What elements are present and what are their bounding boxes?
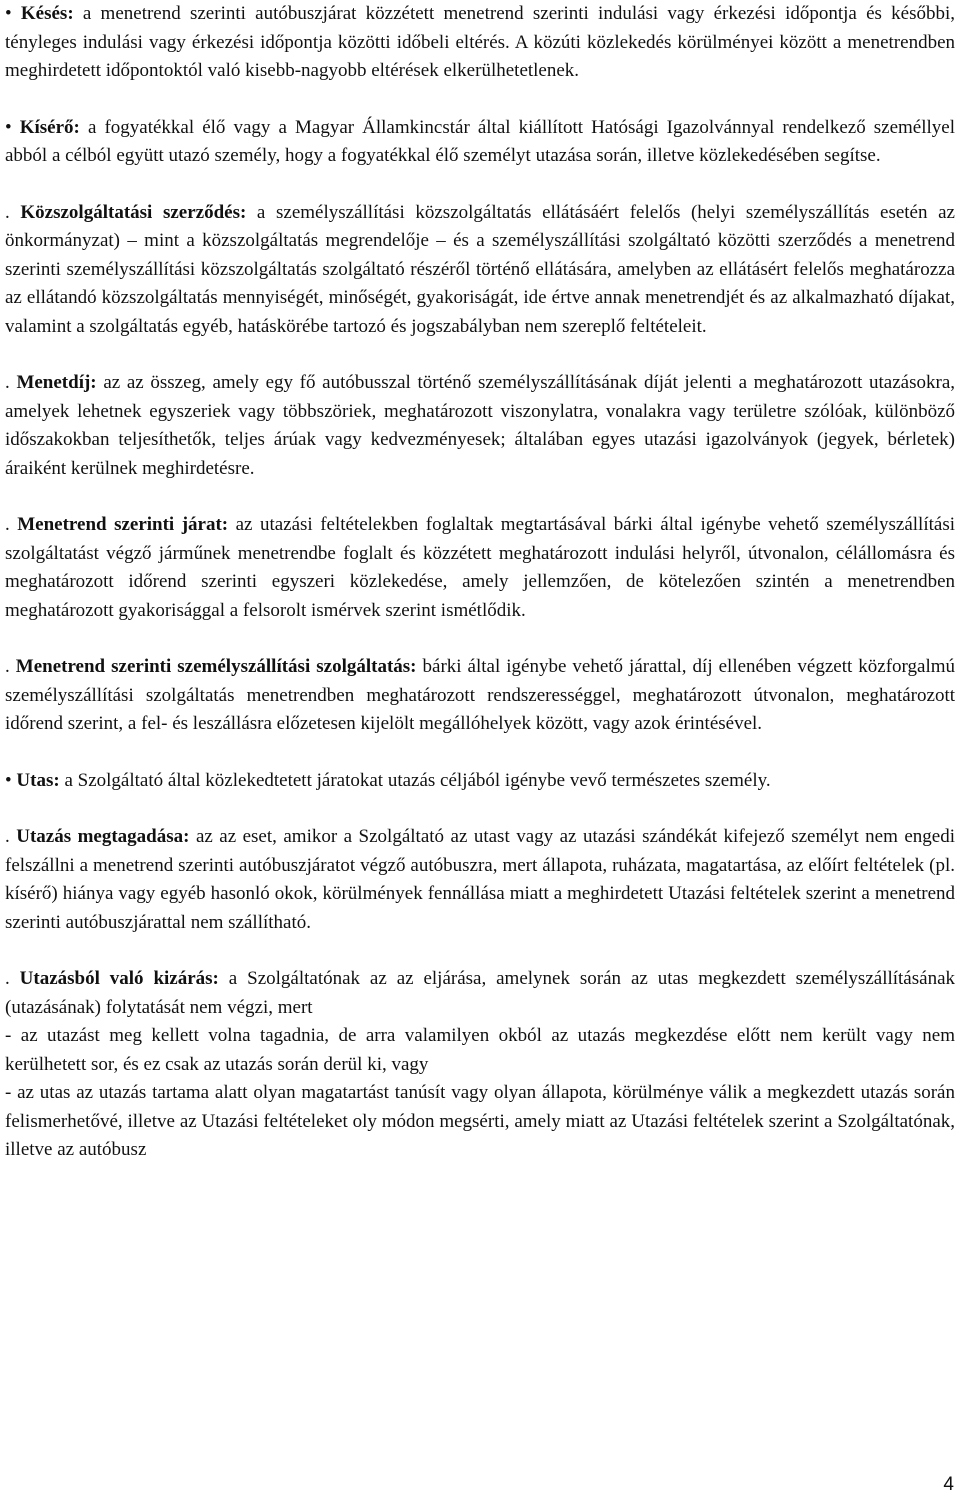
list-item: - az utas az utazás tartama alatt olyan magatartást tanúsít vagy olyan állapota, körülménye válik a megkezdett utazás során felismerhetővé, illetve az Utazási feltételeket oly módon megsérti, amely miatt az Utazási feltételek szerint a Szolgáltatónak, illetve az autóbusz	[5, 1082, 955, 1160]
term: Késés:	[20, 3, 74, 24]
document-page	[5, 0, 955, 1165]
bullet: .	[5, 201, 21, 223]
bullet: •	[5, 3, 21, 24]
term: Kísérő:	[19, 116, 80, 138]
definition-menetrend-szerinti-jarat	[5, 511, 955, 625]
term: Utazásból való kizárás:	[19, 968, 219, 989]
term: Menetrend szerinti járat:	[17, 514, 229, 535]
term: Közszolgáltatási szerződés:	[20, 201, 247, 223]
definition-utas	[5, 767, 955, 796]
page-number: 4	[943, 1474, 954, 1495]
definition-utazas-megtagadasa	[5, 823, 955, 937]
definition-text: a Szolgáltató által közlekedtetett járatokat utazás céljából igénybe vevő természetes személy.	[59, 769, 771, 791]
bullet: .	[5, 514, 18, 535]
term: Menetdíj:	[16, 372, 97, 393]
bullet: •	[5, 769, 17, 791]
definition-text: az az eset, amikor a Szolgáltató az utast vagy az utazási szándékát kifejező személyt nem engedi felszállni a menetrend szerinti autóbuszjáratot végző autóbuszra, mert állapota, ruházata, magatartása, az előírt feltételek (pl. kísérő) hiánya vagy egyéb hasonló okok, körülmények fennállása miatt a meghirdetett Utazási feltételek szerint a menetrend szerinti autóbuszjárattal nem szállítható.	[5, 826, 956, 933]
definition-text: a személyszállítási közszolgáltatás ellátásáért felelős (helyi személyszállítás esetén az önkormányzat) – mint a közszolgáltatás megrendelője – és a személyszállítási szolgáltató közötti szerződés a menetrend szerinti személyszállítási közszolgáltatás szolgáltató részéről történő ellátására, amelyben az ellátásért felelős meghatározza az ellátandó közszolgáltatás mennyiségét, minőségét, gyakoriságát, ide értve annak menetrendjét és az alkalmazható díjakat, valamint a szolgáltatás egyéb, hatáskörébe tartozó és jogszabályban nem szereplő feltételeit.	[5, 201, 955, 337]
definition-text: az utazási feltételekben foglaltak megtartásával bárki által igénybe vehető személyszállítási szolgáltatást végző járműnek menetrendbe foglalt és közzétett meghatározott indulási helyről, útvonalon, célállomásra és meghatározott időrend szerinti egyszeri közlekedése, amely jellemzően, de kötelezően szintén a menetrendben meghatározott gyakorisággal a felsorolt ismérvek szerint ismétlődik.	[5, 514, 955, 621]
definition-utazasbol-valo-kizaras	[5, 965, 955, 1022]
definition-kesés	[5, 0, 955, 86]
term: Menetrend szerinti személyszállítási szolgáltatás:	[15, 656, 417, 677]
term: Utas:	[16, 769, 60, 791]
definition-text: az az összeg, amely egy fő autóbusszal történő személyszállításának díját jelenti a meghatározott utazásokra, amelyek lehetnek egyszeriek vagy többszöriek, meghatározott viszonylatra, vonalakra vagy területre szólóak, különböző időszakokban teljesíthetők, teljes árúak vagy kedvezményesek; általában egyes utazási igazolványok (jegyek, bérletek) áraiként kerülnek meghirdetésre.	[5, 372, 956, 479]
term: Utazás megtagadása:	[16, 826, 190, 847]
bullet: .	[5, 826, 17, 847]
bullet: .	[5, 656, 16, 677]
list-item: - az utazást meg kellett volna tagadnia, de arra valamilyen okból az utazás megkezdése előtt nem került vagy nem kerülhetett sor, és ez csak az utazás során derül ki, vagy	[5, 1025, 955, 1075]
definition-kozszolgaltatasi-szerzodes	[5, 199, 955, 342]
definition-text: a menetrend szerinti autóbuszjárat közzétett menetrend szerinti indulási vagy érkezési időpontja és későbbi, tényleges indulási vagy érkezési időpontja közötti időbeli eltérés. A közúti közlekedés körülményei között a menetrendben meghirdetett időpontoktól való kisebb-nagyobb eltérések elkerülhetetlenek.	[5, 3, 955, 81]
bullet: .	[5, 372, 17, 393]
definition-text: a Szolgáltatónak az az eljárása, amelynek során az utas megkezdett személyszállításának (utazásának) folytatását nem végzi, mert	[5, 968, 955, 1018]
definition-text: a fogyatékkal élő vagy a Magyar Államkincstár által kiállított Hatósági Igazolvánnyal rendelkező személlyel abból a célból együtt utazó személy, hogy a fogyatékkal élő személyt utazása során, illetve közlekedésében segítse.	[5, 116, 956, 166]
definition-menetdij	[5, 369, 955, 483]
bullet: •	[5, 116, 20, 138]
bullet: .	[5, 968, 20, 989]
definition-menetrend-szerinti-szemelyszallitas	[5, 653, 955, 739]
definition-kisero	[5, 114, 955, 171]
definition-text: bárki által igénybe vehető járattal, díj ellenében végzett közforgalmú személyszállítási szolgáltatás menetrendben meghatározott rendszerességgel, meghatározott útvonalon, meghatározott időrend szerint, a fel- és leszállásra előzetesen kijelölt megállóhelyek között, vagy azok érintésével.	[5, 656, 956, 734]
